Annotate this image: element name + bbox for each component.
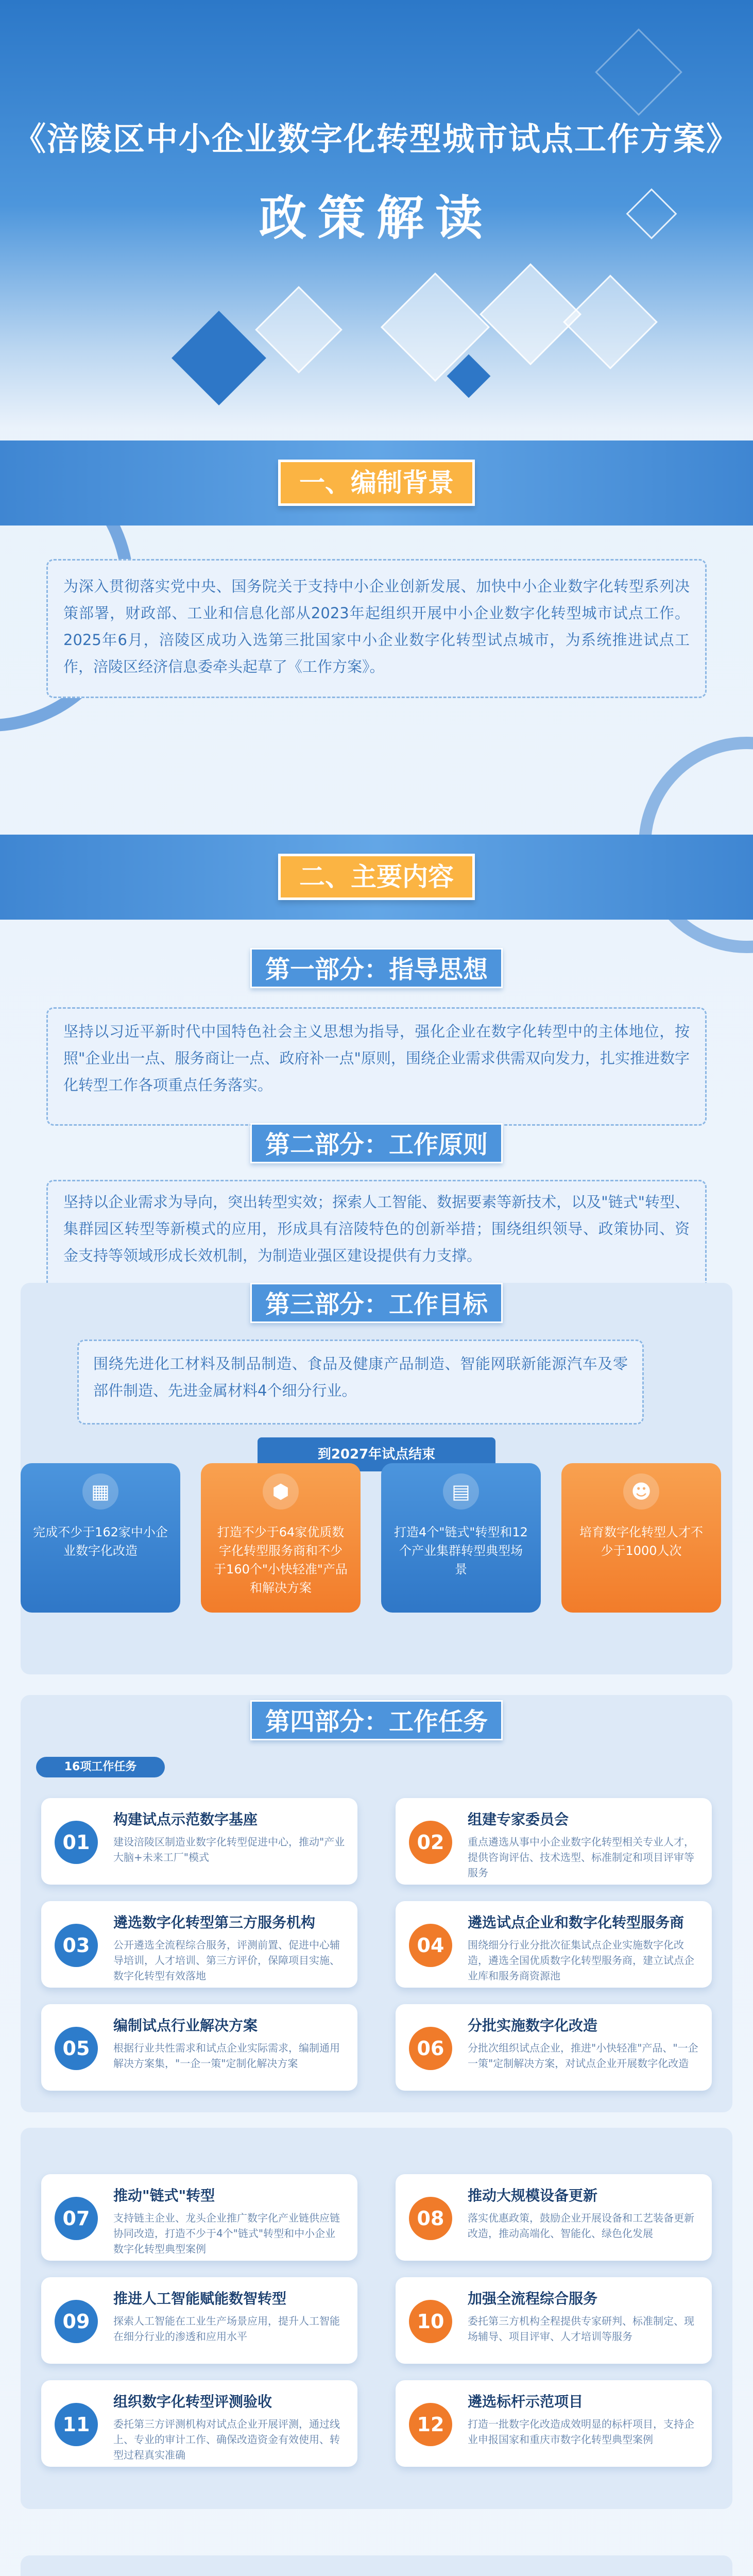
tasks-badge: 16项工作任务 <box>36 1757 165 1777</box>
task-title: 遴选标杆示范项目 <box>468 2393 584 2410</box>
task-card <box>396 2380 712 2467</box>
part3-box <box>77 1340 644 1425</box>
task-number: 01 <box>55 1821 98 1864</box>
part1-title: 第一部分：指导思想 <box>250 948 503 988</box>
goal-card <box>201 1463 361 1613</box>
task-number: 05 <box>55 2027 98 2070</box>
task-card <box>41 2174 357 2261</box>
goal-text: 培育数字化转型人才不少于1000人次 <box>579 1525 703 1558</box>
task-title: 推进人工智能赋能数智转型 <box>113 2290 287 2307</box>
deadline-text: 到2027年试点结束 <box>317 1447 436 1462</box>
task-number: 03 <box>55 1924 98 1967</box>
task-title: 推动"链式"转型 <box>113 2187 215 2204</box>
goal-card <box>381 1463 541 1613</box>
decor-diamond <box>255 286 343 374</box>
apps-icon: ▦ <box>82 1473 118 1510</box>
task-card <box>396 1901 712 1988</box>
goal-text: 打造4个"链式"转型和12个产业集群转型典型场景 <box>394 1525 528 1577</box>
task-title: 遴选数字化转型第三方服务机构 <box>113 1914 316 1931</box>
task-title: 分批实施数字化改造 <box>468 2017 598 2034</box>
goal-card <box>561 1463 721 1613</box>
decor-diamond <box>172 311 266 405</box>
section1-box <box>46 559 707 698</box>
task-card <box>396 1798 712 1885</box>
goal-card <box>21 1463 180 1613</box>
task-number: 06 <box>409 2027 452 2070</box>
package-icon: ⬢ <box>263 1473 299 1510</box>
task-title: 遴选试点企业和数字化转型服务商 <box>468 1914 684 1931</box>
task-card <box>41 1901 357 1988</box>
task-desc: 重点遴选从事中小企业数字化转型相关专业人才，提供咨询评估、技术选型、标准制定和项目评审等服务 <box>468 1836 694 1879</box>
task-desc: 分批次组织试点企业，推进"小快轻准"产品、"一企一策"定制解决方案，对试点企业开展数字化改造 <box>468 2042 698 2070</box>
task-desc: 落实优惠政策，鼓励企业开展设备和工艺装备更新改造，推动高端化、智能化、绿色化发展 <box>468 2212 694 2240</box>
task-number: 04 <box>409 1924 452 1967</box>
task-title: 编制试点行业解决方案 <box>113 2017 258 2034</box>
task-desc: 委托第三方机构全程提供专家研判、标准制定、现场辅导、项目评审、人才培训等服务 <box>468 2315 694 2343</box>
part3-body: 围绕先进化工材料及制品制造、食品及健康产品制造、智能网联新能源汽车及零部件制造、先进金属材料4个细分行业。 <box>93 1355 628 1399</box>
task-title: 推动大规模设备更新 <box>468 2187 598 2204</box>
task-number: 10 <box>409 2300 452 2343</box>
task-number: 11 <box>55 2403 98 2446</box>
task-number: 07 <box>55 2197 98 2240</box>
decor-diamond <box>563 275 658 369</box>
part2-body: 坚持以企业需求为导向，突出转型实效；探索人工智能、数据要素等新技术，以及"链式"转型、集群园区转型等新模式的应用，形成具有涪陵特色的创新举措；围绕组织领导、政策协同、资金支持等领域形成长效机制，为制造业强区建设提供有力支撑。 <box>63 1193 690 1264</box>
task-number: 09 <box>55 2300 98 2343</box>
hero-subtitle: 政策解读 <box>259 191 494 246</box>
goal-text: 完成不少于162家中小企业数字化改造 <box>33 1525 168 1558</box>
task-card <box>41 2380 357 2467</box>
task-desc: 支持链主企业、龙头企业推广数字化产业链供应链协同改造，打造不少于4个"链式"转型和中小企业数字化转型典型案例 <box>113 2212 340 2255</box>
decor-diamond <box>480 263 581 365</box>
part3-title: 第三部分：工作目标 <box>250 1283 503 1323</box>
task-number: 08 <box>409 2197 452 2240</box>
part2-box <box>46 1180 707 1293</box>
part4-panel-3 <box>21 2555 732 2576</box>
task-card <box>396 2004 712 2091</box>
task-desc: 围绕细分行业分批次征集试点企业实施数字化改造，遴选全国优质数字化转型服务商，建立试点企业库和服务商资源池 <box>468 1939 694 1982</box>
task-title: 构建试点示范数字基座 <box>113 1811 258 1828</box>
task-desc: 委托第三方评测机构对试点企业开展评测，通过线上、专业的审计工作、确保改造资金有效使用、转型过程真实准确 <box>113 2418 340 2461</box>
task-card <box>41 2277 357 2364</box>
section1-body: 为深入贯彻落实党中央、国务院关于支持中小企业创新发展、加快中小企业数字化转型系列决策部署，财政部、工业和信息化部从2023年起组织开展中小企业数字化转型城市试点工作。2025年6月，涪陵区成功入选第三批国家中小企业数字化转型试点城市，为系统推进试点工作，涪陵区经济信息委牵头起草了《工作方案》。 <box>63 578 690 675</box>
task-desc: 打造一批数字化改造成效明显的标杆项目，支持企业申报国家和重庆市数字化转型典型案例 <box>468 2418 694 2446</box>
task-number: 12 <box>409 2403 452 2446</box>
section1-title: 一、编制背景 <box>278 460 475 506</box>
part1-box <box>46 1007 707 1126</box>
task-desc: 公开遴选全流程综合服务，评测前置、促进中心辅导培训，人才培训、第三方评价，保障项目实施、数字化转型有效落地 <box>113 1939 340 1982</box>
task-title: 组织数字化转型评测验收 <box>113 2393 272 2410</box>
part2-title: 第二部分：工作原则 <box>250 1123 503 1163</box>
part1-body: 坚持以习近平新时代中国特色社会主义思想为指导，强化企业在数字化转型中的主体地位，按照"企业出一点、服务商让一点、政府补一点"原则，围绕企业需求供需双向发力，扎实推进数字化转型工作各项重点任务落实。 <box>63 1023 690 1094</box>
decor-diamond <box>595 28 682 116</box>
people-icon: ☻ <box>623 1473 659 1510</box>
section2-title: 二、主要内容 <box>278 854 475 900</box>
task-card <box>396 2277 712 2364</box>
task-desc: 建设涪陵区制造业数字化转型促进中心，推动"产业大脑+未来工厂"模式 <box>113 1836 345 1863</box>
task-card <box>41 1798 357 1885</box>
task-card <box>396 2174 712 2261</box>
goal-text: 打造不少于64家优质数字化转型服务商和不少于160个"小快轻准"产品和解决方案 <box>214 1525 348 1595</box>
task-title: 加强全流程综合服务 <box>468 2290 598 2307</box>
task-card <box>41 2004 357 2091</box>
task-title: 组建专家委员会 <box>468 1811 569 1828</box>
hero-banner <box>0 0 753 428</box>
task-number: 02 <box>409 1821 452 1864</box>
part4-title: 第四部分：工作任务 <box>250 1700 503 1740</box>
task-desc: 探索人工智能在工业生产场景应用，提升人工智能在细分行业的渗透和应用水平 <box>113 2315 340 2343</box>
task-desc: 根据行业共性需求和试点企业实际需求，编制通用解决方案集，"一企一策"定制化解决方案 <box>113 2042 340 2070</box>
document-icon: ▤ <box>443 1473 479 1510</box>
hero-title: 《涪陵区中小企业数字化转型城市试点工作方案》 <box>13 120 739 158</box>
